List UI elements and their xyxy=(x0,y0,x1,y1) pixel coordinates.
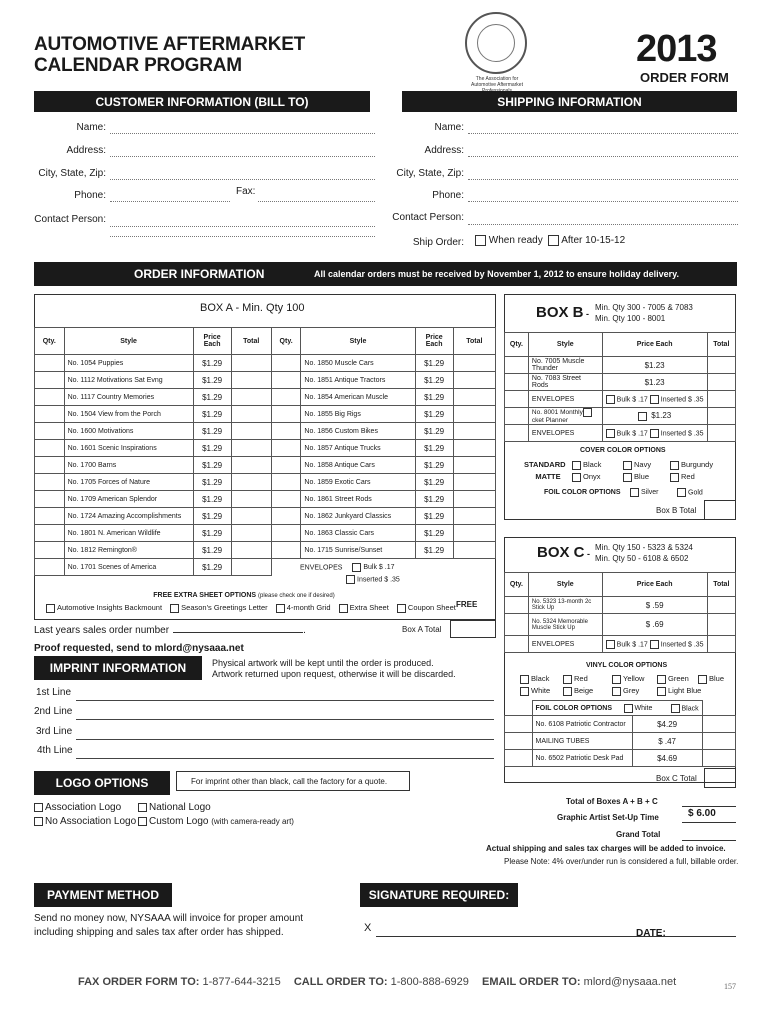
box-a-qty-cell[interactable] xyxy=(35,474,65,491)
box-a-total-field[interactable] xyxy=(450,620,496,638)
ship-when-ready-option[interactable]: When ready xyxy=(475,235,543,246)
ship-after-option[interactable]: After 10-15-12 xyxy=(548,235,625,246)
box-a-style-cell: No. 1858 Antique Cars xyxy=(301,457,415,474)
logo-options-heading: LOGO OPTIONS xyxy=(34,771,170,795)
box-a-row xyxy=(35,389,496,406)
box-a-style-cell: No. 1112 Motivations Sat Evng xyxy=(64,372,193,389)
after-date-checkbox[interactable] xyxy=(548,235,559,246)
box-a-style-cell: No. 1851 Antique Tractors xyxy=(301,372,415,389)
box-a-row xyxy=(35,542,496,559)
box-a-style-cell: No. 1863 Classic Cars xyxy=(301,525,415,542)
box-a-price-cell: $1.29 xyxy=(193,474,231,491)
customer-name-label: Name: xyxy=(76,122,106,133)
signature-heading: SIGNATURE REQUIRED: xyxy=(360,883,518,907)
box-b-envelopes: ENVELOPES xyxy=(528,425,602,442)
box-a-total-cell[interactable] xyxy=(231,542,271,559)
proof-request: Proof requested, send to mlord@nysaaa.net xyxy=(34,643,244,654)
box-a-style-cell: No. 1705 Forces of Nature xyxy=(64,474,193,491)
extra-option-greetings[interactable]: Season's Greetings Letter xyxy=(170,603,267,612)
box-a-total-cell[interactable] xyxy=(231,423,271,440)
box-c-total-field[interactable] xyxy=(704,768,736,788)
box-a-style-cell: No. 1601 Scenic Inspirations xyxy=(64,440,193,457)
overrun-note: Please Note: 4% over/under run is considered a full, billable order. xyxy=(504,857,739,866)
box-a-envelopes: ENVELOPES Bulk $ .17 xyxy=(300,564,395,572)
footer-contact: FAX ORDER FORM TO: 1-877-644-3215 CALL ORDER TO: 1-800-888-6929 EMAIL ORDER TO: mlord@nysaaa.net xyxy=(78,976,677,988)
box-a-inserted-checkbox[interactable] xyxy=(346,575,355,584)
email-address: mlord@nysaaa.net xyxy=(583,976,677,988)
box-a-price-cell: $1.29 xyxy=(415,474,453,491)
box-c-item: No. 5323 13-month 2c Stick Up xyxy=(528,597,602,614)
box-b-cover-title: COVER COLOR OPTIONS xyxy=(580,447,666,454)
box-a-title: BOX A - Min. Qty 100 xyxy=(200,302,305,314)
extra-option-grid[interactable]: 4-month Grid xyxy=(276,603,331,612)
customer-city-label: City, State, Zip: xyxy=(38,168,106,179)
box-a-total-cell[interactable] xyxy=(453,508,495,525)
box-a-price-cell: $1.29 xyxy=(415,525,453,542)
box-a-row xyxy=(35,491,496,508)
box-a-total-cell[interactable] xyxy=(231,389,271,406)
box-a-total-label: Box A Total xyxy=(402,625,442,634)
box-b-foil-options: FOIL COLOR OPTIONS Silver Gold xyxy=(544,489,703,497)
box-a-row xyxy=(35,508,496,525)
shipping-city-field[interactable] xyxy=(468,179,738,180)
customer-address-label: Address: xyxy=(66,145,106,156)
box-a-qty-cell[interactable] xyxy=(271,355,301,372)
box-a-price-cell: $1.29 xyxy=(193,423,231,440)
page-number: 157 xyxy=(724,982,736,991)
order-info-bar xyxy=(34,262,737,286)
total-boxes-field[interactable] xyxy=(682,806,736,807)
box-a-qty-cell[interactable] xyxy=(35,406,65,423)
box-a-style-cell: No. 1850 Muscle Cars xyxy=(301,355,415,372)
box-b-item: No. 7005 Muscle Thunder xyxy=(528,357,602,374)
logo-no-association-option[interactable]: No Association Logo xyxy=(34,816,136,827)
box-a-row xyxy=(35,559,496,576)
customer-city-field[interactable] xyxy=(110,179,375,180)
shipping-name-field[interactable] xyxy=(468,133,738,134)
shipping-tax-note: Actual shipping and sales tax charges will be added to invoice. xyxy=(486,844,726,853)
payment-method-heading: PAYMENT METHOD xyxy=(34,883,172,907)
imprint-line-2-label: 2nd Line xyxy=(34,706,73,717)
box-a-price-cell: $1.29 xyxy=(415,440,453,457)
box-a-price-cell: $1.29 xyxy=(415,406,453,423)
fax-number: 1-877-644-3215 xyxy=(202,976,281,988)
extra-sheet-options-title: FREE EXTRA SHEET OPTIONS (please check one if desired) xyxy=(153,592,335,599)
box-b-table: Qty. Style Price Each Total No. 7005 Muscle Thunder $1.23 No. 7083 Street Rods $1.23 ENVELOPES Bulk $ .17 Inserted $ .35 No. 8001 Monthlycket Planner $1.23 ENVELOPES Bulk $ .17 Inserted $ .35 xyxy=(504,332,736,442)
box-a-total-header: Total xyxy=(231,328,271,355)
box-a-qty-cell[interactable] xyxy=(35,440,65,457)
box-a-qty-header-2: Qty. xyxy=(271,328,301,355)
shipping-name-label: Name: xyxy=(434,122,464,133)
box-a-row xyxy=(35,474,496,491)
box-a-total-cell[interactable] xyxy=(453,406,495,423)
customer-phone-label: Phone: xyxy=(74,190,106,201)
box-c-vinyl-title: VINYL COLOR OPTIONS xyxy=(586,662,668,669)
box-a-total-cell[interactable] xyxy=(453,440,495,457)
box-a-row xyxy=(35,423,496,440)
box-a-qty-cell[interactable] xyxy=(271,525,301,542)
box-a-style-cell: No. 1855 Big Rigs xyxy=(301,406,415,423)
payment-text: Send no money now, NYSAAA will invoice for proper amount including shipping and sales tax after order has shipped. xyxy=(34,913,304,938)
box-a-style-header: Style xyxy=(64,328,193,355)
imprint-line-3-label: 3rd Line xyxy=(36,726,73,737)
box-a-bulk-checkbox[interactable] xyxy=(352,563,361,572)
box-a-total-cell[interactable] xyxy=(453,474,495,491)
call-number: 1-800-888-6929 xyxy=(390,976,469,988)
shipping-address-field[interactable] xyxy=(468,156,738,157)
box-c-item: No. 6108 Patriotic Contractor xyxy=(532,716,632,733)
box-a-style-cell: No. 1709 American Splendor xyxy=(64,491,193,508)
box-b-item: No. 8001 Monthlycket Planner xyxy=(528,408,602,425)
association-seal-logo xyxy=(465,12,527,74)
box-c-item: No. 6502 Patriotic Desk Pad xyxy=(532,750,632,767)
box-a-qty-cell[interactable] xyxy=(35,372,65,389)
box-c-table-2: FOIL COLOR OPTIONS White Black No. 6108 Patriotic Contractor $4.29 MAILING TUBES $ .47 No. 6502 Patriotic Desk Pad $4.69 xyxy=(504,700,736,767)
last-year-order-label: Last years sales order number . xyxy=(34,625,306,636)
order-info-heading: ORDER INFORMATION xyxy=(134,267,265,281)
box-a-style-cell: No. 1054 Puppies xyxy=(64,355,193,372)
box-a-total-cell[interactable] xyxy=(231,355,271,372)
free-label: FREE xyxy=(456,600,478,609)
box-b-title: BOX B - xyxy=(536,304,590,321)
box-a-row xyxy=(35,355,496,372)
box-a-total-cell[interactable] xyxy=(453,389,495,406)
total-boxes-label: Total of Boxes A + B + C xyxy=(566,797,658,806)
extra-option-backmount[interactable]: Automotive Insights Backmount xyxy=(46,603,162,612)
box-a-price-cell: $1.29 xyxy=(415,389,453,406)
box-a-style-cell: No. 1600 Motivations xyxy=(64,423,193,440)
box-a-total-cell[interactable] xyxy=(231,406,271,423)
shipping-phone-field[interactable] xyxy=(468,201,738,202)
imprint-line-1-field[interactable] xyxy=(76,700,494,701)
box-a-price-cell: $1.29 xyxy=(415,508,453,525)
box-b-cover-options: STANDARD Black Navy Burgundy MATTE Onyx Blue Red xyxy=(524,460,714,481)
customer-fax-field[interactable] xyxy=(258,201,375,202)
box-a-style-cell: No. 1700 Barns xyxy=(64,457,193,474)
box-a-style-cell: No. 1862 Junkyard Classics xyxy=(301,508,415,525)
customer-contact-field[interactable] xyxy=(110,226,375,227)
customer-name-field[interactable] xyxy=(110,133,375,134)
box-a-qty-cell[interactable] xyxy=(35,542,65,559)
box-a-row xyxy=(35,372,496,389)
order-deadline-notice: All calendar orders must be received by November 1, 2012 to ensure holiday delivery. xyxy=(314,269,679,279)
customer-phone-field[interactable] xyxy=(110,201,230,202)
box-a-style-cell: No. 1854 American Muscle xyxy=(301,389,415,406)
shipping-contact-label: Contact Person: xyxy=(392,212,464,223)
imprint-line-3-field[interactable] xyxy=(76,739,494,740)
box-c-title: BOX C - xyxy=(537,544,591,561)
box-a-qty-cell[interactable] xyxy=(271,542,301,559)
box-a-qty-cell[interactable] xyxy=(271,474,301,491)
box-a-price-header-2: Price Each xyxy=(415,328,453,355)
box-a-total-cell[interactable] xyxy=(231,372,271,389)
customer-fax-label: Fax: xyxy=(236,186,256,197)
grand-total-field[interactable] xyxy=(682,840,736,841)
imprint-line-4-label: 4th Line xyxy=(37,745,73,756)
order-form-label: ORDER FORM xyxy=(640,70,729,85)
box-a-qty-cell[interactable] xyxy=(271,406,301,423)
logo-custom-option[interactable]: Custom Logo (with camera-ready art) xyxy=(138,816,294,827)
box-a-price-cell: $1.29 xyxy=(415,542,453,559)
form-year: 2013 xyxy=(636,28,717,70)
imprint-line-1-label: 1st Line xyxy=(36,687,72,698)
box-a-total-cell[interactable] xyxy=(453,423,495,440)
box-b-envelopes: ENVELOPES xyxy=(528,391,602,408)
box-a-price-cell: $1.29 xyxy=(193,559,231,576)
box-a-row xyxy=(35,440,496,457)
imprint-info-heading: IMPRINT INFORMATION xyxy=(34,656,202,680)
box-b-total-field[interactable] xyxy=(704,500,736,520)
box-a-total-cell[interactable] xyxy=(453,491,495,508)
shipping-city-label: City, State, Zip: xyxy=(396,168,464,179)
setup-label: Graphic Artist Set-Up Time xyxy=(557,813,659,822)
signature-x: X xyxy=(364,922,372,934)
box-a-price-cell: $1.29 xyxy=(193,457,231,474)
box-a-qty-cell[interactable] xyxy=(271,491,301,508)
shipping-info-heading: SHIPPING INFORMATION xyxy=(402,91,737,112)
form-title: AUTOMOTIVE AFTERMARKET CALENDAR PROGRAM xyxy=(34,34,306,76)
box-a-qty-cell[interactable] xyxy=(271,423,301,440)
box-a-total-cell[interactable] xyxy=(453,355,495,372)
box-a-price-cell: $1.29 xyxy=(415,423,453,440)
box-a-price-cell: $1.29 xyxy=(415,491,453,508)
box-a-style-cell: No. 1856 Custom Bikes xyxy=(301,423,415,440)
grand-total-label: Grand Total xyxy=(616,830,661,839)
box-a-style-cell: No. 1117 Country Memories xyxy=(64,389,193,406)
box-a-total-cell[interactable] xyxy=(453,372,495,389)
box-a-price-cell: $1.29 xyxy=(193,406,231,423)
box-a-style-cell: No. 1859 Exotic Cars xyxy=(301,474,415,491)
box-a-price-cell: $1.29 xyxy=(193,372,231,389)
logo-association-option[interactable]: Association Logo xyxy=(34,802,121,813)
box-a-price-cell: $1.29 xyxy=(193,440,231,457)
shipping-address-label: Address: xyxy=(424,145,464,156)
extra-sheet-options xyxy=(46,603,456,613)
box-a-style-cell: No. 1724 Amazing Accomplishments xyxy=(64,508,193,525)
customer-address-field[interactable] xyxy=(110,156,375,157)
box-a-total-cell[interactable] xyxy=(231,525,271,542)
box-a-row xyxy=(35,457,496,474)
box-c-mailing-tubes: MAILING TUBES xyxy=(532,733,632,750)
box-a-qty-cell[interactable] xyxy=(35,423,65,440)
box-a-total-cell[interactable] xyxy=(231,474,271,491)
box-a-price-cell: $1.29 xyxy=(193,491,231,508)
customer-contact-field-2[interactable] xyxy=(110,236,375,237)
extra-option-coupon[interactable]: Coupon Sheet xyxy=(397,603,456,612)
box-a-total-header-2: Total xyxy=(453,328,495,355)
box-a-qty-cell[interactable] xyxy=(271,440,301,457)
box-a-price-cell: $1.29 xyxy=(415,457,453,474)
box-a-style-cell: No. 1801 N. American Wildlife xyxy=(64,525,193,542)
box-b-item: No. 7083 Street Rods xyxy=(528,374,602,391)
when-ready-checkbox[interactable] xyxy=(475,235,486,246)
imprint-line-4-field[interactable] xyxy=(76,758,494,759)
box-a-qty-cell[interactable] xyxy=(35,559,65,576)
box-a-qty-cell[interactable] xyxy=(271,389,301,406)
box-a-table xyxy=(34,327,496,576)
box-a-total-cell[interactable] xyxy=(231,508,271,525)
box-a-price-cell: $1.29 xyxy=(415,372,453,389)
box-c-vinyl-options: Black Red Yellow Green Blue White Beige Grey Light Blue xyxy=(520,673,724,697)
box-a-price-cell: $1.29 xyxy=(193,355,231,372)
box-a-total-cell[interactable] xyxy=(453,542,495,559)
setup-value: $ 6.00 xyxy=(688,808,716,819)
box-a-total-cell[interactable] xyxy=(453,457,495,474)
imprint-line-2-field[interactable] xyxy=(76,719,494,720)
setup-field-underline xyxy=(682,822,736,823)
logo-color-note: For imprint other than black, call the factory for a quote. xyxy=(176,771,410,791)
box-a-price-header: Price Each xyxy=(193,328,231,355)
box-c-total-label: Box C Total xyxy=(656,774,697,783)
box-a-total-cell[interactable] xyxy=(231,457,271,474)
customer-info-heading: CUSTOMER INFORMATION (BILL TO) xyxy=(34,91,370,112)
box-a-price-cell: $1.29 xyxy=(193,508,231,525)
box-a-row xyxy=(35,406,496,423)
box-a-style-cell: No. 1812 Remington® xyxy=(64,542,193,559)
box-a-style-cell: No. 1701 Scenes of America xyxy=(64,559,193,576)
box-a-total-cell[interactable] xyxy=(231,491,271,508)
shipping-phone-label: Phone: xyxy=(432,190,464,201)
box-a-price-cell: $1.29 xyxy=(193,525,231,542)
box-a-style-cell: No. 1504 View from the Porch xyxy=(64,406,193,423)
imprint-notes: Physical artwork will be kept until the order is produced. Artwork returned upon request, otherwise it will be discarded. xyxy=(212,658,456,679)
ship-order-label: Ship Order: xyxy=(412,237,464,248)
box-a-total-cell[interactable] xyxy=(453,525,495,542)
logo-national-option[interactable]: National Logo xyxy=(138,802,211,813)
seal-caption: The Association for Automotive Aftermarket xyxy=(471,76,523,88)
box-a-qty-header: Qty. xyxy=(35,328,65,355)
box-a-price-cell: $1.29 xyxy=(193,389,231,406)
box-a-style-cell: No. 1857 Antique Trucks xyxy=(301,440,415,457)
date-label: DATE: xyxy=(636,928,666,939)
box-a-qty-cell[interactable] xyxy=(35,355,65,372)
signature-field[interactable] xyxy=(376,936,736,937)
box-a-style-cell: No. 1715 Sunrise/Sunset xyxy=(301,542,415,559)
box-c-table: Qty. Style Price Each Total No. 5323 13-month 2c Stick Up $ .59 No. 5324 Memorable Muscle Stick Up $ .69 ENVELOPES Bulk $ .17 Inserted $ .35 xyxy=(504,572,736,653)
box-b-min-qty: Min. Qty 300 - 7005 & 7083 Min. Qty 100 - 8001 xyxy=(595,303,693,323)
box-a-inserted: Inserted $ .35 xyxy=(346,575,400,584)
box-b-total-label: Box B Total xyxy=(656,506,697,515)
box-a-row xyxy=(35,525,496,542)
box-c-envelopes: ENVELOPES xyxy=(528,636,602,653)
box-a-qty-cell[interactable] xyxy=(271,457,301,474)
customer-contact-label: Contact Person: xyxy=(34,214,106,225)
box-a-qty-cell[interactable] xyxy=(271,508,301,525)
box-a-price-cell: $1.29 xyxy=(193,542,231,559)
box-a-style-header-2: Style xyxy=(301,328,415,355)
box-a-qty-cell[interactable] xyxy=(35,525,65,542)
shipping-contact-field[interactable] xyxy=(468,224,738,225)
box-a-total-cell[interactable] xyxy=(231,440,271,457)
box-c-min-qty: Min. Qty 150 - 5323 & 5324 Min. Qty 50 - 6108 & 6502 xyxy=(595,543,693,563)
box-a-qty-cell[interactable] xyxy=(35,389,65,406)
extra-option-sheet[interactable]: Extra Sheet xyxy=(339,603,389,612)
box-a-qty-cell[interactable] xyxy=(35,457,65,474)
box-c-item: No. 5324 Memorable Muscle Stick Up xyxy=(528,614,602,636)
box-a-style-cell: No. 1861 Street Rods xyxy=(301,491,415,508)
box-a-total-cell[interactable] xyxy=(231,559,271,576)
box-a-qty-cell[interactable] xyxy=(35,491,65,508)
box-a-qty-cell[interactable] xyxy=(35,508,65,525)
box-a-qty-cell[interactable] xyxy=(271,372,301,389)
box-a-price-cell: $1.29 xyxy=(415,355,453,372)
